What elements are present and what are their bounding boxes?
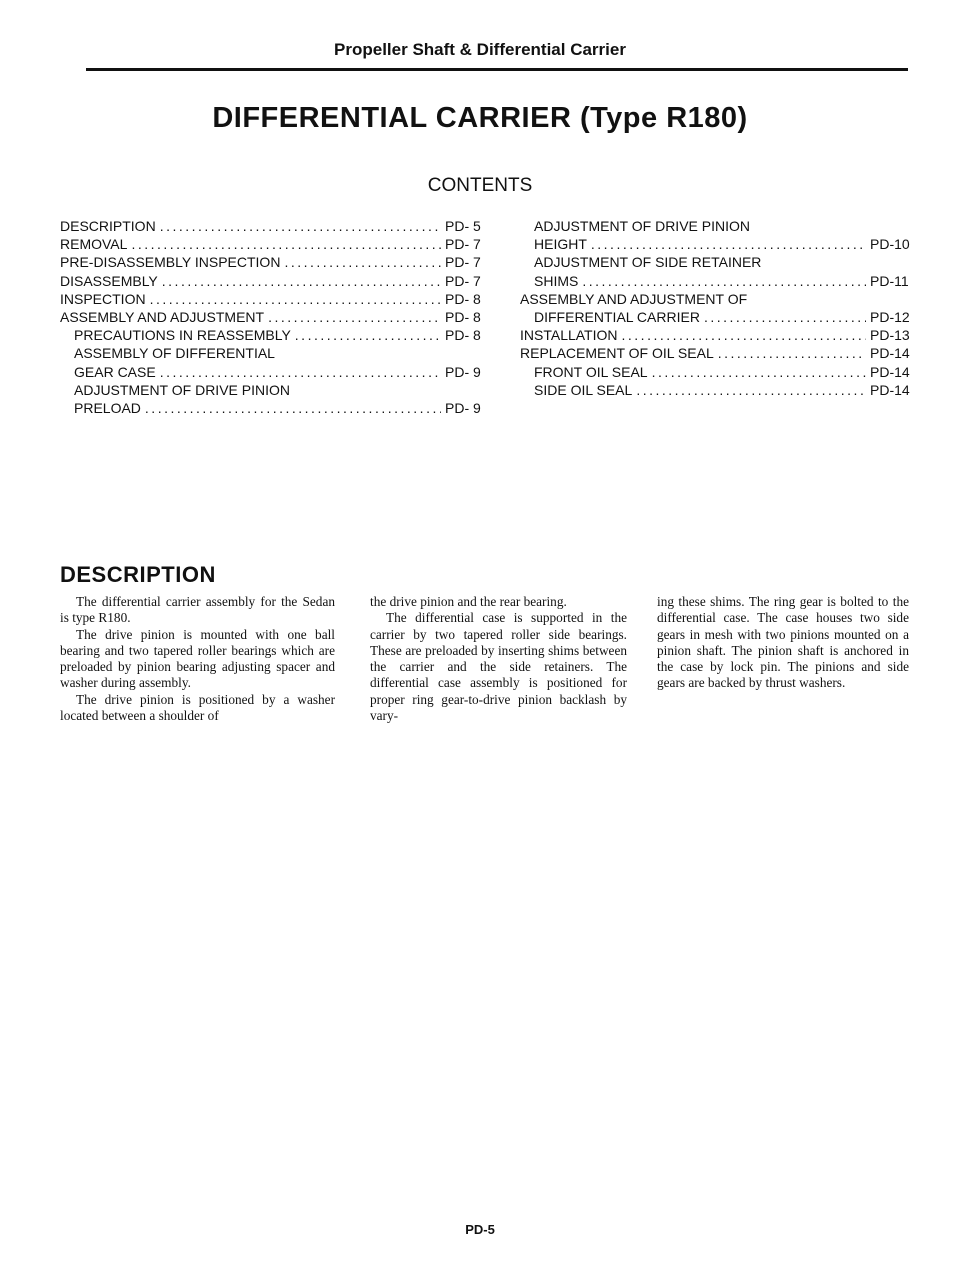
page-title: DIFFERENTIAL CARRIER (Type R180) [212,102,748,134]
toc-entry[interactable] [520,308,910,326]
toc-leader [145,399,441,417]
toc-entry-page: PD-12 [870,308,910,325]
toc-entry-page: PD- 8 [445,290,481,307]
toc-leader [591,235,866,253]
toc-entry-page: PD-13 [870,327,910,344]
toc-entry-label: DESCRIPTION [60,218,156,234]
toc-entry[interactable] [520,217,910,235]
body-paragraph: ing these shims. The ring gear is bolted to the differential case. The case houses two side gears in mesh with two pinions mounted on a pinion shaft. The pinion shaft is anchored in the case by lock pin. The pinions and side gears are backed by thrust washers. [657,594,909,691]
toc-leader [582,272,866,290]
toc-entry-label: INSTALLATION [520,327,618,344]
toc-entry-page: PD- 5 [445,218,481,234]
toc-entry[interactable] [60,253,485,271]
toc-entry-label: GEAR CASE [74,363,156,380]
toc-leader [284,253,441,271]
toc-entry-label: INSPECTION [60,290,146,307]
toc-leader [160,217,441,235]
toc-entry[interactable] [520,272,910,290]
toc-right-column [520,217,910,399]
toc-entry-page: PD-14 [870,363,910,380]
body-paragraph: The drive pinion is mounted with one ball bearing and two tapered roller bearings which are preloaded by pinion bearing adjusting spacer and washer during assembly. [60,626,335,691]
body-paragraph: The differential case is supported in the carrier by two tapered roller side bearings. These are preloaded by inserting shims between the carrier and the side retainers. The differential case assembly is positioned for proper ring gear-to-drive pinion backlash by vary- [370,610,627,724]
toc-leader [268,308,441,326]
toc-entry-page: PD- 8 [445,308,481,325]
toc-entry-page: PD-10 [870,236,910,253]
toc-entry[interactable] [520,290,910,308]
toc-entry[interactable] [60,381,485,399]
toc-entry-label: SHIMS [534,272,579,289]
toc-entry-label: DISASSEMBLY [60,272,158,289]
description-column-3 [657,594,909,692]
toc-entry-label: PRELOAD [74,399,141,416]
toc-entry-label: PRECAUTIONS IN REASSEMBLY [74,327,291,344]
toc-entry-label: ADJUSTMENT OF SIDE RETAINER [534,254,762,271]
toc-entry[interactable] [520,363,910,381]
toc-leader [636,381,866,399]
description-column-1 [60,594,335,724]
toc-entry-label: PRE-DISASSEMBLY INSPECTION [60,254,281,271]
toc-entry[interactable] [60,363,485,381]
toc-entry[interactable] [60,308,485,326]
toc-entry-label: FRONT OIL SEAL [534,363,648,380]
toc-leader [718,344,866,362]
toc-entry[interactable] [520,344,910,362]
toc-entry[interactable] [520,326,910,344]
toc-entry-label: ASSEMBLY AND ADJUSTMENT OF [520,290,748,307]
toc-entry-label: ADJUSTMENT OF DRIVE PINION [534,218,750,234]
toc-entry[interactable] [60,344,485,362]
toc-entry-label: DIFFERENTIAL CARRIER [534,308,700,325]
header-rule [86,68,908,71]
toc-leader [162,272,441,290]
toc-left-column [60,217,485,417]
toc-entry[interactable] [520,253,910,271]
page-header: Propeller Shaft & Differential Carrier [334,40,626,59]
toc-entry-page: PD- 7 [445,254,481,271]
toc-entry-page: PD- 9 [445,363,481,380]
toc-leader [150,290,441,308]
description-column-2 [370,594,627,724]
toc-entry-page: PD-11 [870,272,909,289]
toc-entry-label: ASSEMBLY AND ADJUSTMENT [60,308,265,325]
toc-entry-page: PD- 7 [445,272,481,289]
toc-entry-page: PD- 7 [445,236,481,253]
page-number: PD-5 [465,1222,495,1237]
description-heading: DESCRIPTION [60,562,216,587]
toc-entry[interactable] [60,272,485,290]
body-paragraph: the drive pinion and the rear bearing. [370,594,567,609]
toc-entry-page: PD-14 [870,345,910,362]
toc-entry[interactable] [60,399,485,417]
toc-entry-label: ASSEMBLY OF DIFFERENTIAL [74,345,275,362]
toc-entry[interactable] [60,290,485,308]
toc-entry[interactable] [60,235,485,253]
toc-leader [652,363,866,381]
body-paragraph: The drive pinion is positioned by a washer located between a shoulder of [60,691,335,724]
toc-entry-label: HEIGHT [534,236,587,253]
toc-entry-label: REMOVAL [60,236,128,253]
contents-heading: CONTENTS [427,175,533,196]
toc-leader [295,326,441,344]
toc-entry-page: PD- 9 [445,399,481,416]
toc-entry-label: ADJUSTMENT OF DRIVE PINION [74,381,290,398]
toc-entry-label: SIDE OIL SEAL [534,381,633,398]
toc-leader [704,308,866,326]
body-paragraph: The differential carrier assembly for the Sedan is type R180. [60,594,335,626]
toc-leader [131,235,441,253]
toc-entry[interactable] [520,381,910,399]
toc-entry[interactable] [520,235,910,253]
toc-leader [622,326,866,344]
toc-entry-label: REPLACEMENT OF OIL SEAL [520,345,714,362]
toc-entry[interactable] [60,217,485,235]
toc-entry-page: PD-14 [870,381,910,398]
toc-entry[interactable] [60,326,485,344]
toc-leader [160,363,441,381]
toc-entry-page: PD- 8 [445,327,481,344]
